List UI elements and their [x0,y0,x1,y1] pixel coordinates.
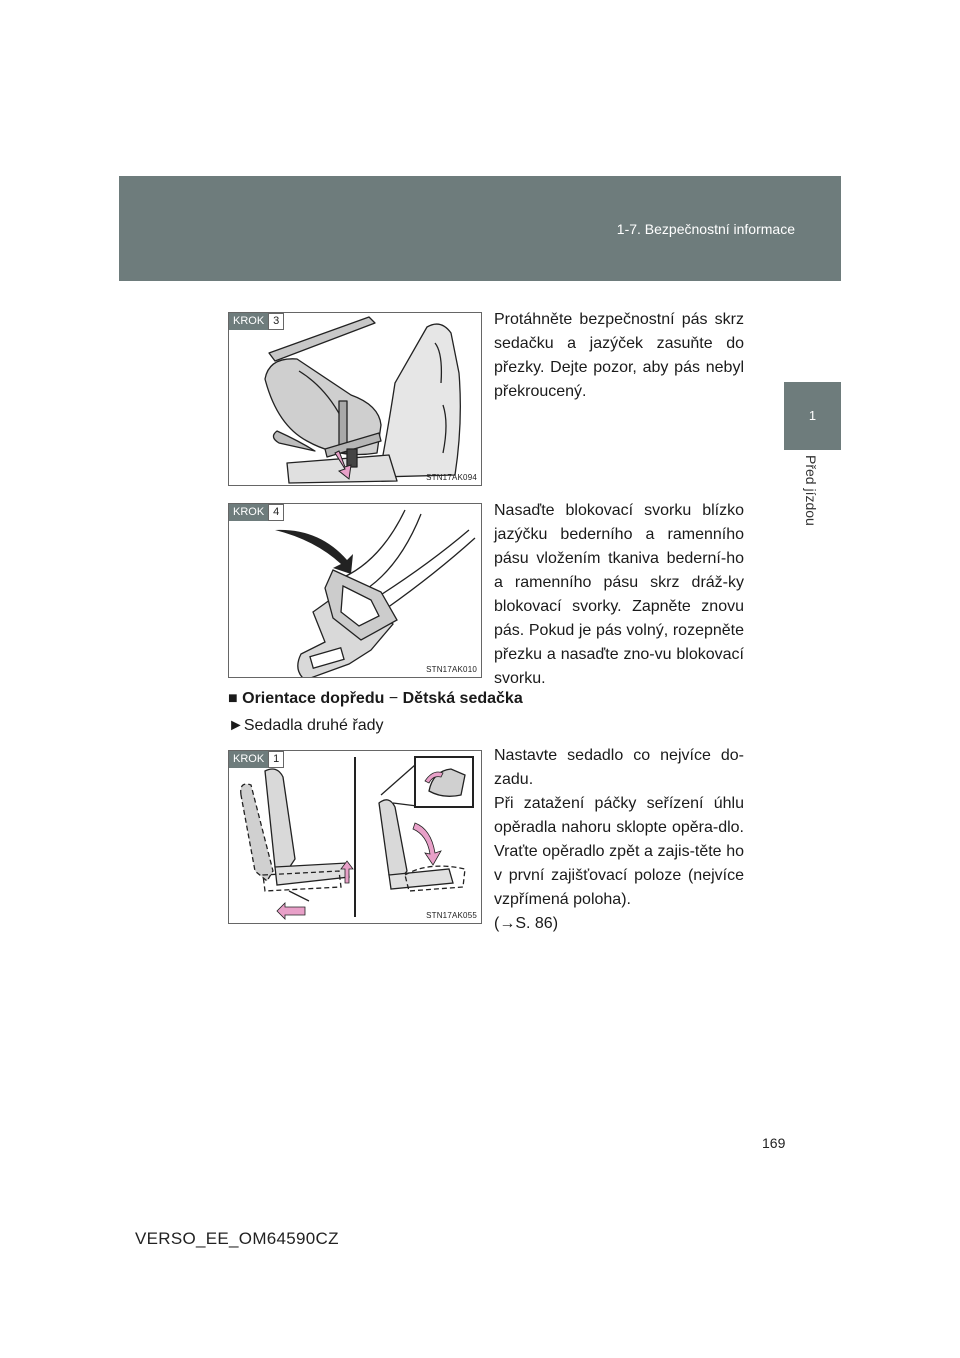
figure-step-4 [228,503,482,678]
step-badge [229,504,284,521]
step-badge-label: KROK [229,313,268,330]
chapter-label: Před jízdou [803,455,819,526]
section-title: 1-7. Bezpečnostní informace [616,221,795,237]
header-band [119,176,841,281]
step-1-text [494,744,744,936]
subheading-text: Sedadla druhé řady [243,717,384,734]
heading-dash: − [388,690,399,707]
heading-part2: Dětská sedačka [402,690,523,707]
step-badge [229,313,284,330]
section-heading [228,690,523,708]
subheading-bullet: ► [228,717,244,734]
step-badge [229,751,284,768]
page-number: 169 [762,1135,786,1151]
step-badge-label: KROK [229,504,268,521]
step-badge-number: 4 [268,504,284,521]
step-3-text: Protáhněte bezpečnostní pás skrz sedačku a jazýček zasuňte do přezky. Dejte pozor, aby pás nebyl překroucený. [494,311,744,400]
page-reference[interactable]: (→S. 86) [494,915,559,932]
step-badge-number: 1 [268,751,284,768]
locking-clip-illustration [229,504,481,677]
figure-code: STN17AK055 [426,911,477,920]
heading-part1: Orientace dopředu [242,690,385,707]
figure-code: STN17AK010 [426,665,477,674]
step-badge-number: 3 [268,313,284,330]
step-1-line1: Nastavte sedadlo co nejvíce do-zadu. [494,747,744,788]
seat-adjustment-illustration [229,751,481,923]
child-seat-belt-illustration [229,313,481,485]
figure-code: STN17AK094 [426,473,477,482]
chapter-tab[interactable] [784,382,841,450]
figure-step-3 [228,312,482,486]
figure-step-1 [228,750,482,924]
step-1-line2: Při zatažení páčky seřízení úhlu opěradla nahoru sklopte opěra-dlo. Vraťte opěradlo zpět a zajis-těte ho v první zajišťovací poloze (nejvíce vzpřímená poloha). [494,795,744,908]
chapter-number: 1 [808,408,817,423]
heading-bullet: ■ [228,690,238,707]
subheading [228,717,384,735]
step-4-text: Nasaďte blokovací svorku blízko jazýčku bederního a ramenního pásu vložením tkaniva bederní-ho a ramenního pásu skrz dráž-ky blokovací svorky. Zapněte znovu pás. Pokud je pás volný, rozepněte přezku a nasaďte zno-vu blokovací svorku. [494,502,744,687]
document-code: VERSO_EE_OM64590CZ [135,1229,339,1248]
step-badge-label: KROK [229,751,268,768]
